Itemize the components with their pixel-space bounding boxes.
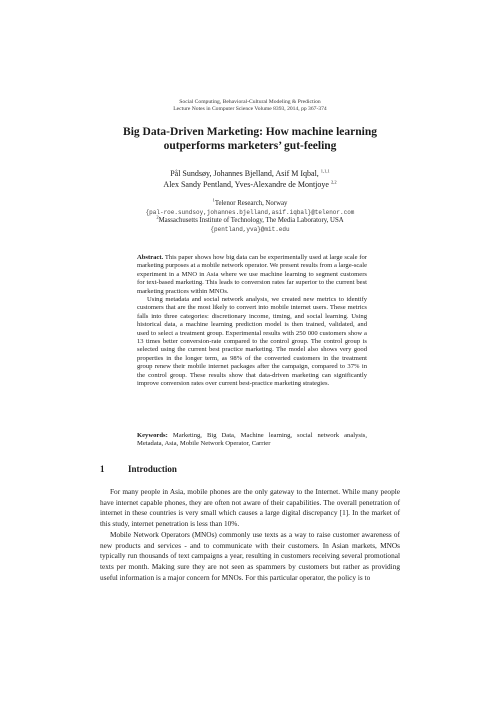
affiliation-2-email: {pentland,yva}@mit.edu <box>210 225 290 233</box>
authors-line2-affil-marks: 2,2 <box>330 179 337 185</box>
publication-note <box>0 99 500 113</box>
affiliation-2: $^2$Massachusetts Institute of Technology, The Media Laboratory, USA <box>156 214 344 224</box>
title-line2: outperforms marketers’ gut-feeling <box>163 140 337 152</box>
keywords-text: Marketing, Big Data, Machine learning, social network analysis, Metadata, Asia, Mobile Network Operator, Carrier <box>137 432 367 448</box>
section-heading-introduction <box>100 464 400 475</box>
keywords-label: Keywords: <box>137 432 168 439</box>
paper-title <box>60 125 440 153</box>
authors-line2 <box>40 179 460 190</box>
publication-note-line1: Social Computing, Behavioral-Cultural Modeling & Prediction <box>179 99 321 105</box>
authors-line2-text: Alex Sandy Pentland, Yves-Alexandre de Montjoye <box>163 180 329 189</box>
introduction-body <box>100 487 400 583</box>
title-line1: Big Data-Driven Marketing: How machine learning <box>123 126 377 138</box>
abstract-label: Abstract. <box>137 254 164 261</box>
abstract-paragraph-2: Using metadata and social network analysis, we created new metrics to identify customers that are the most likely to convert into mobile internet users. These metrics falls into three categories: discretionary income, timing, and social learning. Using historical data, a machine learning prediction model is then trained, validated, and used to select a treatment group. Experimental results with 250 000 customers show a 13 times better conversion-rate compared to the control group. The control group is selected using the current best practice marketing. The model also shows very good properties in the longer term, as 98% of the converted customers in the treatment group renew their mobile internet packages after the campaign, compared to 37% in the control group. These results show that data-driven marketing can significantly improve conversion rates over current best-practice marketing strategies. <box>137 296 367 388</box>
authors-line1-text: Pål Sundsøy, Johannes Bjelland, Asif M Iqbal, <box>170 169 319 178</box>
affiliations <box>40 197 460 234</box>
intro-paragraph-2: Mobile Network Operators (MNOs) commonly use texts as a way to raise customer awareness of new products and services - and to communicate with their customers. In Asian markets, MNOs typically run thousands of text campaigns a year, resulting in customers receiving several promotional texts per month. Making sure they are not seen as spammers by customers but rather as providing useful information is a major concern for MNOs. For this particular operator, the policy is to <box>100 529 400 582</box>
section-number: 1 <box>100 464 105 474</box>
intro-paragraph-1: For many people in Asia, mobile phones are the only gateway to the Internet. While many people have internet capable phones, they are often not aware of their capabilities. The overall penetration of internet in these countries is very small which causes a large digital discrepancy [1]. In the market of this study, internet penetration is less than 10%. <box>100 487 400 529</box>
authors-line1-affil-marks: 1,1,1 <box>320 168 330 174</box>
publication-note-line2: Lecture Notes in Computer Science Volume 8393, 2014, pp 367-374 <box>173 106 327 112</box>
keywords <box>137 432 367 449</box>
section-title: Introduction <box>128 464 177 474</box>
affiliation-1-email: {pal-roe.sundsoy,johannes.bjelland,asif.iqbal}@telenor.com <box>145 208 355 216</box>
abstract <box>137 254 367 389</box>
affiliation-1: $^1$Telenor Research, Norway <box>212 197 288 207</box>
abstract-paragraph-1: Abstract. This paper shows how big data can be experimentally used at large scale for marketing purposes at a mobile network operator. We present results from a large-scale experiment in a MNO in Asia where we use machine learning to segment customers for text-based marketing. This leads to conversion rates far superior to the current best marketing practices within MNOs. <box>137 254 367 295</box>
authors-line1 <box>40 168 460 179</box>
author-list <box>40 168 460 190</box>
